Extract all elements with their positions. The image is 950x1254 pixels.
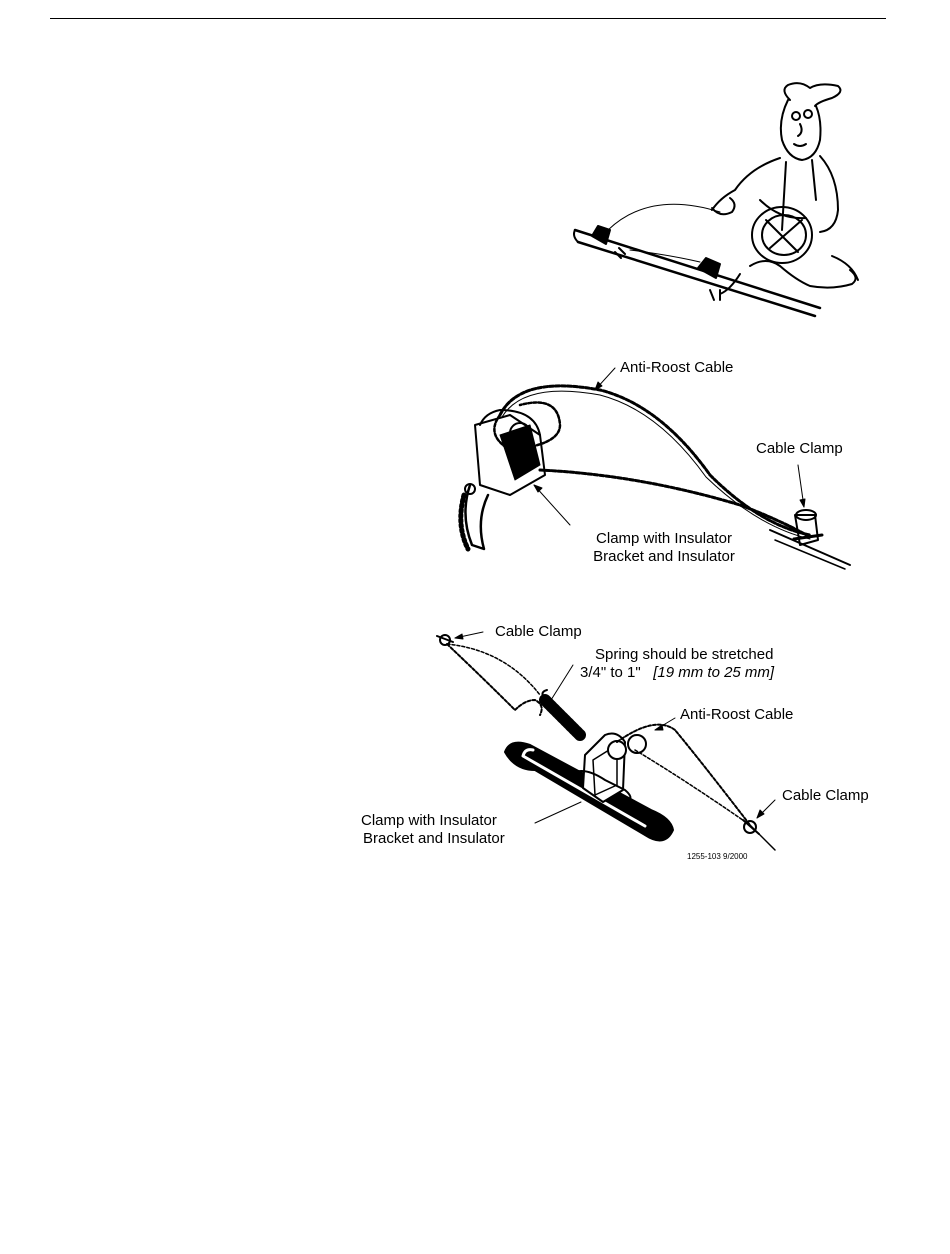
figure-spring-assembly: [355, 620, 895, 870]
label-spring: [580, 646, 774, 682]
label-anti-roost-cable: Anti-Roost Cable: [620, 359, 734, 376]
figure-installer-cartoon: [570, 80, 860, 315]
label-spring-line2: [580, 664, 774, 682]
label-spring-line1: Spring should be stretched: [595, 646, 774, 663]
label-spring-inches: 3/4" to 1": [580, 664, 641, 681]
header-rule: [50, 18, 886, 19]
label-anti-roost-cable: Anti-Roost Cable: [680, 706, 794, 723]
label-cable-clamp: Cable Clamp: [756, 440, 843, 457]
label-clamp-line1: Clamp with Insulator: [596, 530, 732, 547]
figure-code: 1255-103 9/2000: [687, 852, 748, 861]
label-cable-clamp-left: Cable Clamp: [495, 623, 582, 640]
label-clamp-insulator: [566, 530, 762, 566]
figure-clamp-anti-roost: [440, 355, 880, 575]
label-cable-clamp-right: Cable Clamp: [782, 787, 869, 804]
label-clamp-line2: Bracket and Insulator: [593, 548, 735, 565]
label-spring-mm: [19 mm to 25 mm]: [653, 664, 775, 681]
label-clamp-line1: Clamp with Insulator: [361, 812, 497, 829]
label-clamp-line2: Bracket and Insulator: [363, 830, 505, 847]
installer-cartoon-illustration: [570, 80, 860, 315]
label-clamp-insulator: [361, 812, 505, 848]
